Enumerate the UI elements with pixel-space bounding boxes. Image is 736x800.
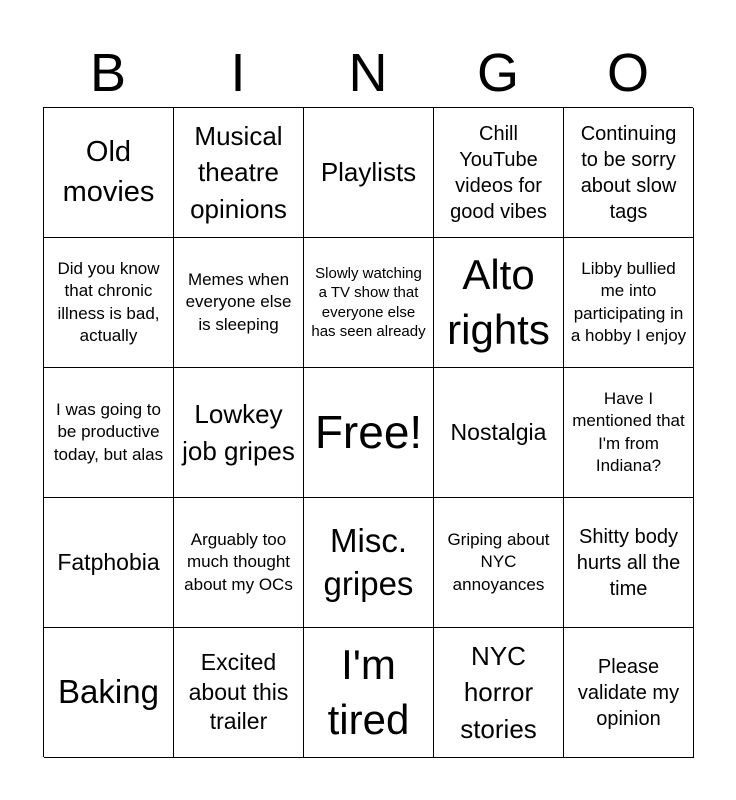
cell-text: Continuing to be sorry about slow tags bbox=[580, 122, 677, 223]
cell-text: Alto rights bbox=[447, 250, 550, 353]
cell-text: Free! bbox=[314, 405, 423, 458]
cell-text: Excited about this trailer bbox=[188, 648, 289, 735]
cell-text: I was going to be productive today, but alas bbox=[53, 400, 164, 464]
bingo-cell[interactable] bbox=[44, 628, 174, 758]
bingo-cell[interactable] bbox=[44, 498, 174, 628]
bingo-cell[interactable] bbox=[434, 368, 564, 498]
bingo-cell[interactable] bbox=[564, 238, 694, 368]
cell-text: Have I mentioned that I'm from Indiana? bbox=[572, 389, 685, 475]
bingo-cell[interactable] bbox=[44, 238, 174, 368]
bingo-cell[interactable] bbox=[564, 628, 694, 758]
bingo-cell[interactable] bbox=[304, 108, 434, 238]
cell-text: Playlists bbox=[320, 157, 417, 188]
header-letter-n: N bbox=[348, 43, 388, 103]
bingo-cell[interactable] bbox=[304, 628, 434, 758]
bingo-header bbox=[43, 40, 693, 106]
header-letter-b: B bbox=[89, 43, 127, 103]
bingo-cell[interactable] bbox=[434, 238, 564, 368]
cell-text: Musical theatre opinions bbox=[190, 120, 287, 224]
cell-text: Misc. gripes bbox=[323, 521, 414, 602]
bingo-cell[interactable] bbox=[174, 498, 304, 628]
cell-text: Old movies bbox=[62, 136, 155, 208]
cell-text: Slowly watching a TV show that everyone else has seen already bbox=[311, 264, 426, 340]
cell-text: Shitty body hurts all the time bbox=[576, 525, 681, 600]
bingo-cell[interactable] bbox=[174, 108, 304, 238]
bingo-cell[interactable] bbox=[564, 108, 694, 238]
cell-text: Please validate my opinion bbox=[577, 655, 680, 730]
cell-text: Did you know that chronic illness is bad, actually bbox=[57, 259, 160, 345]
cell-text: Lowkey job gripes bbox=[182, 399, 295, 466]
header-letter-o: O bbox=[606, 43, 649, 103]
bingo-board bbox=[43, 107, 693, 757]
cell-text: NYC horror stories bbox=[460, 640, 537, 744]
bingo-cell[interactable] bbox=[434, 108, 564, 238]
bingo-cell[interactable] bbox=[564, 498, 694, 628]
cell-text: Chill YouTube videos for good vibes bbox=[450, 122, 547, 223]
bingo-cell[interactable] bbox=[174, 628, 304, 758]
cell-text: Griping about NYC annoyances bbox=[447, 530, 550, 594]
header-letter-g: G bbox=[476, 43, 519, 103]
bingo-cell[interactable] bbox=[304, 498, 434, 628]
bingo-cell[interactable] bbox=[434, 498, 564, 628]
cell-text: Fatphobia bbox=[57, 548, 160, 575]
free-space[interactable] bbox=[304, 368, 434, 498]
cell-text: Arguably too much thought about my OCs bbox=[184, 530, 293, 594]
cell-text: Baking bbox=[58, 673, 159, 711]
cell-text: Libby bullied me into participating in a hobby I enjoy bbox=[570, 259, 687, 345]
header-letter-i: I bbox=[230, 43, 246, 103]
cell-text: Nostalgia bbox=[450, 418, 547, 445]
bingo-cell[interactable] bbox=[44, 108, 174, 238]
cell-text: I'm tired bbox=[327, 640, 410, 743]
bingo-cell[interactable] bbox=[304, 238, 434, 368]
bingo-cell[interactable] bbox=[174, 238, 304, 368]
bingo-cell[interactable] bbox=[44, 368, 174, 498]
cell-text: Memes when everyone else is sleeping bbox=[185, 270, 292, 334]
bingo-cell[interactable] bbox=[564, 368, 694, 498]
bingo-cell[interactable] bbox=[174, 368, 304, 498]
bingo-cell[interactable] bbox=[434, 628, 564, 758]
